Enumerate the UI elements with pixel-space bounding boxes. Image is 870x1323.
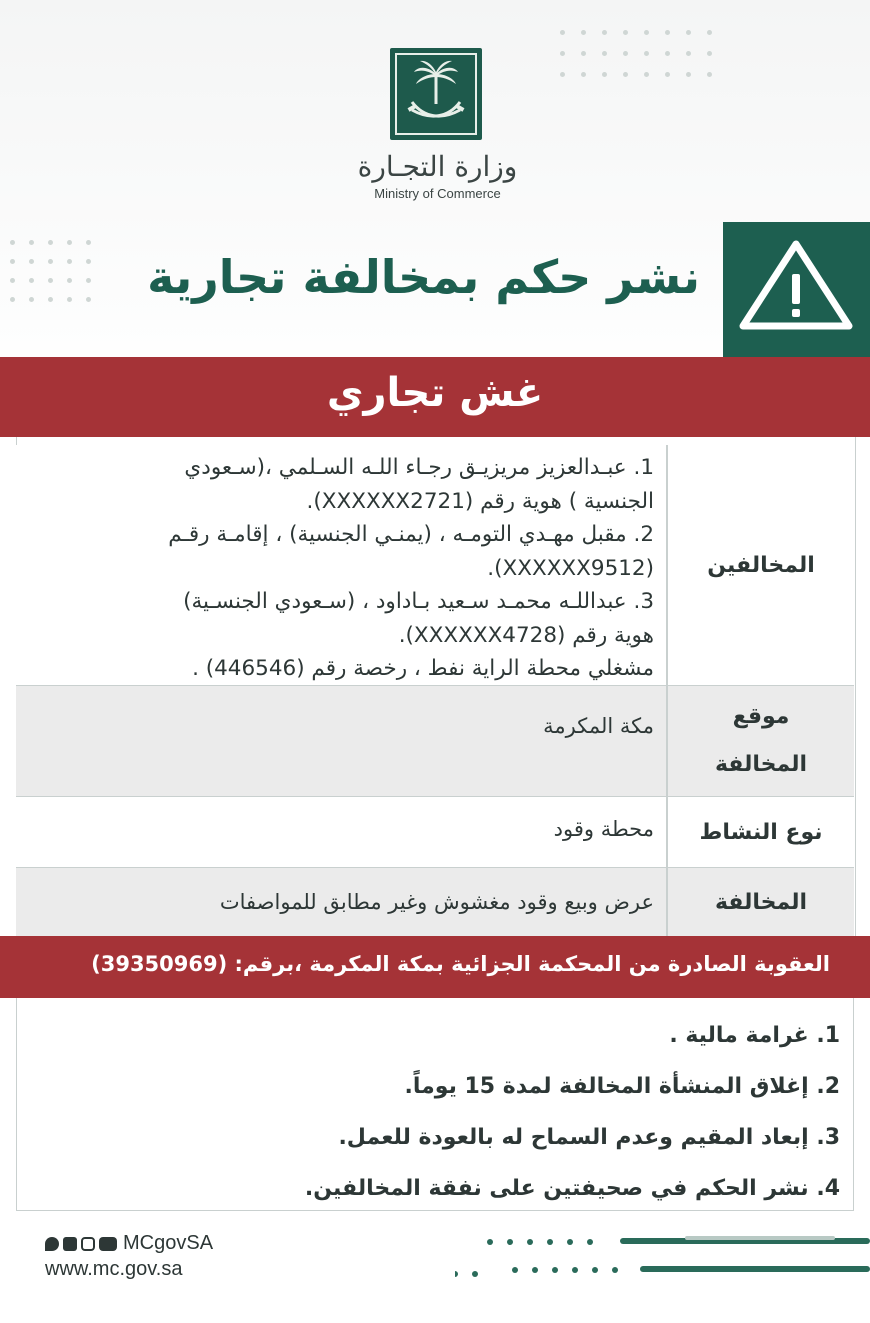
- location-label-line: موقع: [732, 704, 790, 729]
- table-row-activity: [16, 797, 854, 868]
- category-title: غش تجاري: [326, 370, 544, 416]
- youtube-icon[interactable]: [99, 1237, 117, 1251]
- warning-triangle-icon: [723, 222, 870, 357]
- page-title: نشر حكم بمخالفة تجارية: [147, 250, 700, 304]
- instagram-icon[interactable]: [81, 1237, 95, 1251]
- facebook-icon[interactable]: [63, 1237, 77, 1251]
- penalty-heading: العقوبة الصادرة من المحكمة الجزائية بمكة المكرمة ،برقم: (39350969): [91, 952, 830, 976]
- ministry-name-en: Ministry of Commerce: [374, 186, 501, 201]
- violation-label: المخالفة: [666, 868, 854, 936]
- violators-line: 1. عبـدالعزيز مريزيـق رجـاء اللـه السـلمي ،(سـعودي: [184, 455, 654, 480]
- violators-label: المخالفين: [666, 445, 854, 685]
- penalty-item: 3. إبعاد المقيم وعدم السماح له بالعودة للعمل.: [338, 1125, 840, 1150]
- social-links: [45, 1232, 213, 1255]
- location-value: مكة المكرمة: [543, 714, 654, 738]
- table-row-violators: [16, 445, 854, 686]
- penalty-item: 1. غرامة مالية .: [669, 1023, 840, 1048]
- violators-line: الجنسية ) هوية رقم (XXXXXX2721).: [306, 488, 654, 514]
- penalty-item: 2. إغلاق المنشأة المخالفة لمدة 15 يوماً.: [404, 1074, 840, 1099]
- penalty-list: [60, 1010, 840, 1214]
- location-label: [666, 686, 854, 796]
- warning-box: [723, 222, 870, 357]
- violation-value: عرض وبيع وقود مغشوش وغير مطابق للمواصفات: [219, 890, 654, 914]
- violators-value: [24, 445, 654, 685]
- violators-line: 2. مقبل مهـدي التومـه ، (يمنـي الجنسية) ، إقامـة رقـم: [168, 522, 654, 547]
- twitter-icon[interactable]: [45, 1237, 59, 1251]
- location-label-line: المخالفة: [714, 752, 808, 777]
- activity-value: محطة وقود: [553, 817, 654, 841]
- table-row-violation: [16, 868, 854, 936]
- decorative-footer-lines: [455, 1228, 870, 1298]
- decorative-dots-right: [560, 30, 712, 77]
- activity-label: نوع النشاط: [666, 797, 854, 867]
- violators-line: مشغلي محطة الراية نفط ، رخصة رقم (446546) .: [192, 656, 654, 681]
- violators-line: 3. عبداللـه محمـد سـعيد بـاداود ، (سـعودي الجنسـية): [183, 589, 654, 614]
- penalty-item: 4. نشر الحكم في صحيفتين على نفقة المخالفين.: [304, 1176, 840, 1201]
- social-handle[interactable]: MCgovSA: [123, 1232, 214, 1254]
- violators-line: هوية رقم (XXXXXX4728).: [398, 622, 654, 648]
- website-link[interactable]: www.mc.gov.sa: [45, 1258, 183, 1280]
- palm-swords-emblem-icon: [390, 48, 482, 140]
- table-row-location: [16, 686, 854, 797]
- ministry-logo: [390, 48, 482, 140]
- violators-line: (XXXXXX9512).: [487, 555, 654, 581]
- ministry-name-ar: وزارة التجـارة: [357, 150, 518, 183]
